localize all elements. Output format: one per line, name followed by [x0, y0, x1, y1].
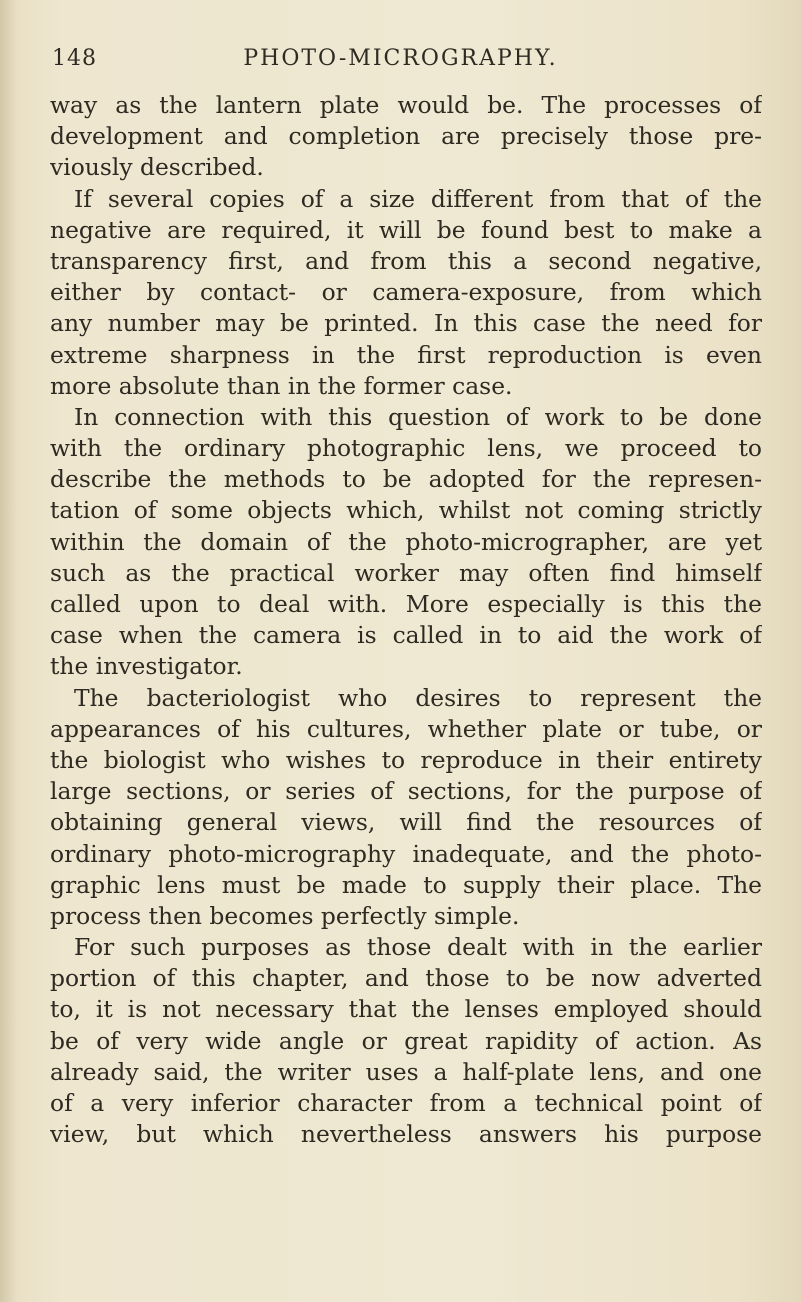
- text-line: any number may be printed. In this case the need for: [50, 309, 762, 338]
- text-line: transparency first, and from this a second negative,: [50, 246, 762, 275]
- text-line: ordinary photo-micrography inadequate, and the photo-: [50, 839, 762, 868]
- text-line: called upon to deal with. More especially is this the: [50, 590, 762, 618]
- text-line: tation of some objects which, whilst not coming strictly: [50, 496, 762, 525]
- text-line: In connection with this question of work to be done: [74, 402, 762, 431]
- text-line: large sections, or series of sections, for the purpose of: [50, 777, 762, 806]
- text-line: either by contact- or camera-exposure, from which: [50, 278, 762, 307]
- text-line: case when the camera is called in to aid the work of: [50, 621, 762, 650]
- text-line: For such purposes as those dealt with in the earlier: [74, 933, 762, 962]
- text-line: the biologist who wishes to reproduce in their entirety: [50, 745, 762, 774]
- page-number: 148: [52, 46, 97, 71]
- text-line: obtaining general views, will find the resources of: [50, 808, 762, 837]
- text-line: with the ordinary photographic lens, we proceed to: [50, 434, 762, 463]
- text-line: If several copies of a size different from that of the: [74, 184, 762, 213]
- text-line: appearances of his cultures, whether plate or tube, or: [50, 714, 762, 743]
- text-line: viously described.: [50, 153, 264, 182]
- running-title: PHOTO-MICROGRAPHY.: [243, 46, 558, 71]
- text-line: such as the practical worker may often find himself: [50, 558, 762, 587]
- text-line: way as the lantern plate would be. The processes of: [50, 91, 762, 119]
- text-line: to, it is not necessary that the lenses employed should: [50, 995, 762, 1024]
- text-line: view, but which nevertheless answers his purpose: [50, 1120, 762, 1149]
- text-line: more absolute than in the former case.: [50, 371, 513, 400]
- running-head: [0, 46, 801, 76]
- text-line: negative are required, it will be found best to make a: [50, 215, 762, 244]
- spine-shadow: [0, 0, 18, 1302]
- text-line: graphic lens must be made to supply their place. The: [50, 870, 762, 899]
- text-line: be of very wide angle or great rapidity of action. As: [50, 1026, 762, 1055]
- text-line: extreme sharpness in the first reproduction is even: [50, 340, 762, 369]
- text-line: The bacteriologist who desires to represent the: [74, 683, 762, 712]
- text-line: describe the methods to be adopted for the represen-: [50, 465, 762, 494]
- body-text: [50, 90, 762, 1150]
- text-line: development and completion are precisely those pre-: [50, 122, 762, 151]
- text-line: the investigator.: [50, 652, 243, 681]
- text-line: already said, the writer uses a half-plate lens, and one: [50, 1057, 762, 1086]
- text-line: process then becomes perfectly simple.: [50, 901, 520, 930]
- text-line: within the domain of the photo-micrographer, are yet: [50, 527, 762, 556]
- text-line: portion of this chapter, and those to be now adverted: [50, 964, 762, 993]
- text-line: of a very inferior character from a technical point of: [50, 1089, 762, 1117]
